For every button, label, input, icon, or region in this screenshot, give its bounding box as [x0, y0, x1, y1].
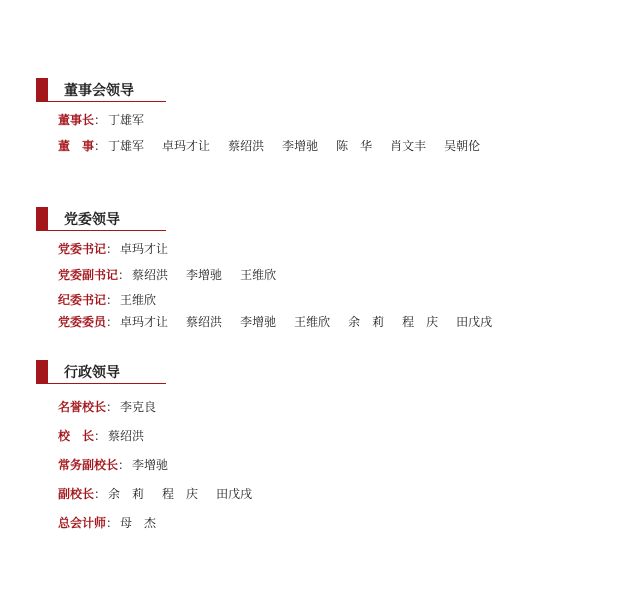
role-label: 党委书记 — [58, 242, 107, 256]
leader-row — [58, 113, 162, 127]
leader-name: 卓玛才让 — [120, 242, 169, 256]
role-label: 副校长 — [58, 487, 95, 501]
leader-name: 肖文丰 — [390, 139, 427, 153]
leader-name: 陈 华 — [336, 139, 373, 153]
leader-row — [58, 487, 270, 501]
leader-name: 蔡绍洪 — [108, 429, 145, 443]
section-underline — [48, 383, 166, 384]
leader-row — [58, 242, 186, 256]
role-label: 党委委员 — [58, 315, 107, 329]
section-underline — [48, 230, 166, 231]
leader-name: 蔡绍洪 — [132, 268, 169, 282]
colon: ： — [106, 242, 119, 256]
leader-name: 吴朝伦 — [444, 139, 481, 153]
role-label: 常务副校长 — [58, 458, 119, 472]
leader-row — [58, 268, 294, 282]
leader-name: 母 杰 — [120, 516, 157, 530]
leader-name: 丁雄军 — [108, 113, 145, 127]
role-label: 名誉校长 — [58, 400, 107, 414]
leader-name: 王维欣 — [294, 315, 331, 329]
colon: ： — [106, 400, 119, 414]
leader-name: 李增驰 — [132, 458, 169, 472]
role-label: 董 事 — [58, 139, 95, 153]
leader-name: 李增驰 — [240, 315, 277, 329]
colon: ： — [106, 516, 119, 530]
leader-name: 卓玛才让 — [162, 139, 211, 153]
leader-name: 王维欣 — [240, 268, 277, 282]
leader-name: 李增驰 — [186, 268, 223, 282]
colon: ： — [94, 429, 107, 443]
leader-name: 王维欣 — [120, 293, 157, 307]
leader-name: 卓玛才让 — [120, 315, 169, 329]
role-label: 党委副书记 — [58, 268, 119, 282]
colon: ： — [94, 139, 107, 153]
section-title: 行政领导 — [64, 365, 120, 381]
leader-name: 田戊戌 — [216, 487, 253, 501]
leader-name: 田戊戌 — [456, 315, 493, 329]
section-title: 党委领导 — [64, 212, 120, 228]
colon: ： — [118, 458, 131, 472]
section-title: 董事会领导 — [64, 83, 134, 99]
leader-name: 丁雄军 — [108, 139, 145, 153]
leader-name: 余 莉 — [108, 487, 145, 501]
leader-name: 蔡绍洪 — [228, 139, 265, 153]
leader-name: 蔡绍洪 — [186, 315, 223, 329]
colon: ： — [94, 113, 107, 127]
leader-row — [58, 315, 510, 329]
leader-name: 程 庆 — [162, 487, 199, 501]
role-label: 纪委书记 — [58, 293, 107, 307]
colon: ： — [106, 315, 119, 329]
leader-row — [58, 458, 186, 472]
role-label: 总会计师 — [58, 516, 107, 530]
leader-row — [58, 429, 162, 443]
section-underline — [48, 101, 166, 102]
leader-row — [58, 516, 174, 530]
colon: ： — [94, 487, 107, 501]
leader-name: 余 莉 — [348, 315, 385, 329]
role-label: 校 长 — [58, 429, 95, 443]
leader-name: 李增驰 — [282, 139, 319, 153]
leader-row — [58, 139, 498, 153]
leader-row — [58, 400, 174, 414]
colon: ： — [106, 293, 119, 307]
leader-name: 李克良 — [120, 400, 157, 414]
leader-name: 程 庆 — [402, 315, 439, 329]
colon: ： — [118, 268, 131, 282]
section-marker — [36, 360, 48, 384]
leader-row — [58, 293, 174, 307]
section-marker — [36, 207, 48, 231]
section-marker — [36, 78, 48, 102]
role-label: 董事长 — [58, 113, 95, 127]
